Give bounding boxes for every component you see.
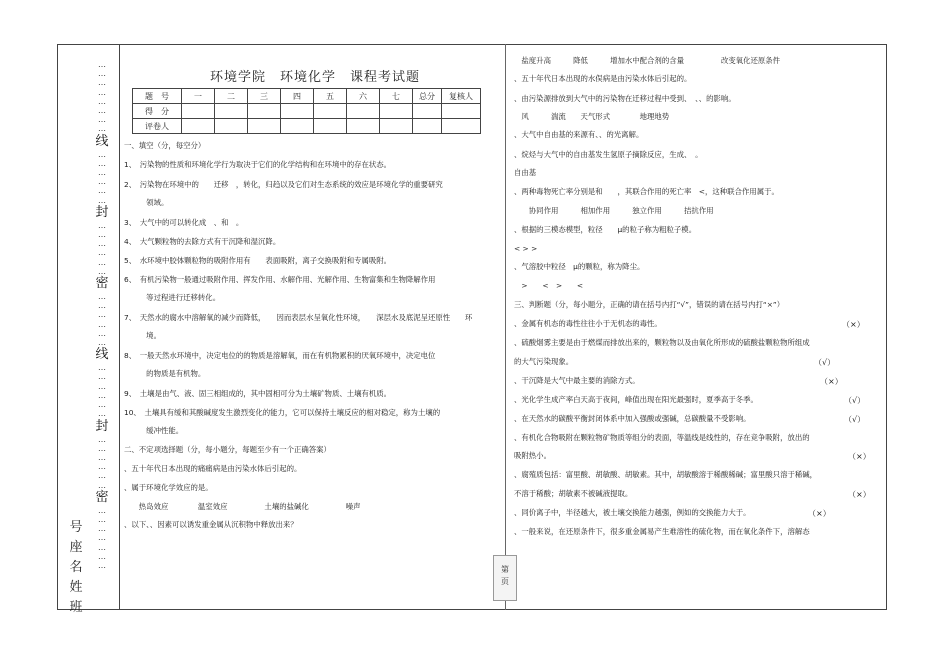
question-line: 、根据的三模态模型，粒径 μ的粒子称为粗粒子模。 xyxy=(514,225,697,234)
score-input-cell[interactable] xyxy=(413,104,442,119)
option-line: 协同作用 相加作用 独立作用 拮抗作用 xyxy=(514,206,714,215)
student-field-surname: 姓 xyxy=(69,580,83,595)
score-input-cell[interactable] xyxy=(442,104,481,119)
score-input-cell[interactable] xyxy=(314,104,347,119)
question-line: 1、 污染物的性质和环境化学行为取决于它们的化学结构和在环境中的存在状态。 xyxy=(124,160,392,169)
score-cell: 四 xyxy=(281,89,314,104)
question-line: 等过程进行迁移转化。 xyxy=(124,293,221,302)
judgement-line: 、有机化合物吸附在颗粒物矿物质等组分的表面，等温线是线性的，存在竞争吸附，放出的 xyxy=(514,433,810,442)
question-line: 境。 xyxy=(124,331,161,340)
student-field-class: 班 xyxy=(69,600,83,615)
grader-input-cell[interactable] xyxy=(442,119,481,134)
score-input-cell[interactable] xyxy=(281,104,314,119)
question-line: 7、 天然水的腐水中溶解氧的减少而降低， 因而表层水呈氧化性环境， 深层水及底泥呈还原性 环 xyxy=(124,313,473,322)
column-divider xyxy=(505,44,506,610)
judgement-mark: （×） xyxy=(808,509,831,518)
judgement-line: 的大气污染现象。 xyxy=(514,357,574,366)
judgement-line: 吸附热小。 xyxy=(514,451,551,460)
question-line: 、大气中自由基的来源有、、的光离解。 xyxy=(514,130,644,139)
student-info-fields xyxy=(64,518,88,618)
question-line: 、由污染源排放到大气中的污染物在迁移过程中受到、 、、的影响。 xyxy=(514,94,736,103)
seal-line-column: … … … … … … … … 线 … … … … … … 封 … … … … … … 密 … … … … … … 线 … … … … … … 封 … … … … … … 密 … … … … … … … xyxy=(92,60,112,570)
question-line: 、两种毒物死亡率分别是和 ，其联合作用的死亡率 <，这种联合作用属于。 xyxy=(514,187,779,196)
judgement-line: 、腐殖质包括：富里酸、胡敏酸、胡敏素。其中，胡敏酸溶于稀酸稀碱；富里酸只溶于稀碱， xyxy=(514,470,818,479)
score-cell: 三 xyxy=(248,89,281,104)
seal-word: 线 xyxy=(95,133,109,149)
question-line: 的物质是有机物。 xyxy=(124,369,206,378)
seal-word: 封 xyxy=(95,418,109,434)
question-line: 领域。 xyxy=(124,198,169,207)
grader-input-cell[interactable] xyxy=(248,119,281,134)
question-line: 4、 大气颗粒物的去除方式有干沉降和湿沉降。 xyxy=(124,237,281,246)
score-table-header-row xyxy=(133,89,481,104)
judgement-line: 不溶于稀酸；胡敏素不被碱液提取。 xyxy=(514,489,633,498)
question-line: 2、 污染物在环境中的 迁移 ，转化，归趋以及它们对生态系统的效应是环境化学的重要研究 xyxy=(124,180,443,189)
judgement-line: 、光化学生成产率白天高于夜间，峰值出现在阳光最强时，夏季高于冬季。 xyxy=(514,395,758,404)
seal-word: 线 xyxy=(95,347,109,363)
score-table xyxy=(132,88,481,134)
section-heading: 一、填空（分，每空分） xyxy=(124,141,206,150)
score-row-label: 得 分 xyxy=(133,104,182,119)
option-line: > < > < xyxy=(514,281,584,290)
judgement-line: 、一般来说，在还原条件下，很多重金属易产生难溶性的硫化物，而在氧化条件下，溶解态 xyxy=(514,527,810,536)
score-cell: 总分 xyxy=(413,89,442,104)
grader-input-cell[interactable] xyxy=(281,119,314,134)
judgement-line: 、干沉降是大气中最主要的消除方式。 xyxy=(514,376,640,385)
score-cell: 六 xyxy=(347,89,380,104)
student-field-number: 号 xyxy=(69,520,83,535)
judgement-line: 、金属有机态的毒性往往小于无机态的毒性。 xyxy=(514,319,662,328)
student-field-name: 名 xyxy=(69,560,83,575)
judgement-mark: （×） xyxy=(820,377,843,386)
option-line: < > > xyxy=(514,244,538,253)
grader-input-cell[interactable] xyxy=(215,119,248,134)
judgement-mark: （×） xyxy=(848,490,871,499)
grader-input-cell[interactable] xyxy=(347,119,380,134)
question-line: 、气溶胶中粒径 μ的颗粒，称为降尘。 xyxy=(514,262,645,271)
left-column xyxy=(120,44,495,610)
page-number-label: 第 页 xyxy=(501,565,509,586)
grader-row-label: 评卷人 xyxy=(133,119,182,134)
score-input-cell[interactable] xyxy=(380,104,413,119)
score-input-cell[interactable] xyxy=(347,104,380,119)
question-line: 、五十年代日本出现的痛痛病是由污染水体后引起的。 xyxy=(124,464,302,473)
score-table-score-row xyxy=(133,104,481,119)
judgement-line: 、硫酸烟雾主要是由于燃煤而排放出来的，颗粒物以及由氧化所形成的硫酸盐颗粒物所组成 xyxy=(514,338,810,347)
score-cell: 七 xyxy=(380,89,413,104)
score-cell: 一 xyxy=(182,89,215,104)
grader-input-cell[interactable] xyxy=(314,119,347,134)
score-cell: 五 xyxy=(314,89,347,104)
score-input-cell[interactable] xyxy=(215,104,248,119)
option-line: 盐度升高 降低 增加水中配合剂的含量 改变氧化还原条件 xyxy=(514,56,781,65)
judgement-line: 、在天然水的碳酸平衡封闭体系中加入强酸或强碱，总碳酸量不受影响。 xyxy=(514,414,751,423)
grader-input-cell[interactable] xyxy=(380,119,413,134)
section-heading: 三、判断题（分，每小题分，正确的请在括号内打“√”，错误的请在括号内打“×”） xyxy=(514,300,785,309)
question-line: 6、 有机污染物一般通过吸附作用、挥发作用、水解作用、光解作用、生物富集和生物降解作用 xyxy=(124,275,436,284)
grader-input-cell[interactable] xyxy=(182,119,215,134)
question-line: 10、 土壤具有缓和其酸碱度发生激烈变化的能力，它可以保持土壤反应的相对稳定，称为土壤的 xyxy=(124,408,441,417)
score-input-cell[interactable] xyxy=(182,104,215,119)
option-line: 自由基 xyxy=(514,168,537,177)
judgement-mark: （×） xyxy=(848,452,871,461)
score-table-grader-row xyxy=(133,119,481,134)
score-cell: 二 xyxy=(215,89,248,104)
judgement-mark: （√） xyxy=(844,415,866,424)
judgement-mark: （×） xyxy=(842,320,865,329)
option-line: 风 湍流 天气形式 地理地势 xyxy=(514,112,670,121)
question-line: 、烷烃与大气中的自由基发生氢原子摘除反应，生成、 。 xyxy=(514,150,703,159)
seal-word: 封 xyxy=(95,204,109,220)
seal-word: 密 xyxy=(95,489,109,505)
exam-title: 环境学院 环境化学 课程考试题 xyxy=(210,70,421,85)
grader-input-cell[interactable] xyxy=(413,119,442,134)
option-line: 热岛效应 温室效应 土壤的盐碱化 噪声 xyxy=(124,502,361,511)
judgement-mark: （√） xyxy=(844,396,866,405)
section-heading: 二、不定项选择题（分，每小题分，每题至少有一个正确答案） xyxy=(124,445,331,454)
right-column xyxy=(512,44,882,610)
question-line: 5、 水环境中胶体颗粒物的吸附作用有 表面吸附，离子交换吸附和专属吸附。 xyxy=(124,256,392,265)
score-input-cell[interactable] xyxy=(248,104,281,119)
question-line: 8、 一般天然水环境中，决定电位的的物质是溶解氧，而在有机物累积的厌氧环境中，决定电位 xyxy=(124,351,436,360)
student-field-seat: 座 xyxy=(69,540,83,555)
question-line: 、以下、、因素可以诱发重金属从沉积物中释放出来？ xyxy=(124,520,298,529)
score-cell: 题 号 xyxy=(133,89,182,104)
question-line: 缓冲性能。 xyxy=(124,426,184,435)
seal-word: 密 xyxy=(95,276,109,292)
judgement-line: 、同价离子中，半径越大，被土壤交换能力越强，例如的交换能力大于。 xyxy=(514,508,751,517)
question-line: 、五十年代日本出现的水俣病是由污染水体后引起的。 xyxy=(514,74,692,83)
judgement-mark: （√） xyxy=(814,358,836,367)
question-line: 3、 大气中的可以转化成 、和 。 xyxy=(124,218,244,227)
question-line: 9、 土壤是由气、液、固三相组成的，其中固相可分为土壤矿物质、土壤有机质。 xyxy=(124,389,392,398)
question-line: 、属于环境化学效应的是。 xyxy=(124,483,213,492)
score-cell: 复核人 xyxy=(442,89,481,104)
